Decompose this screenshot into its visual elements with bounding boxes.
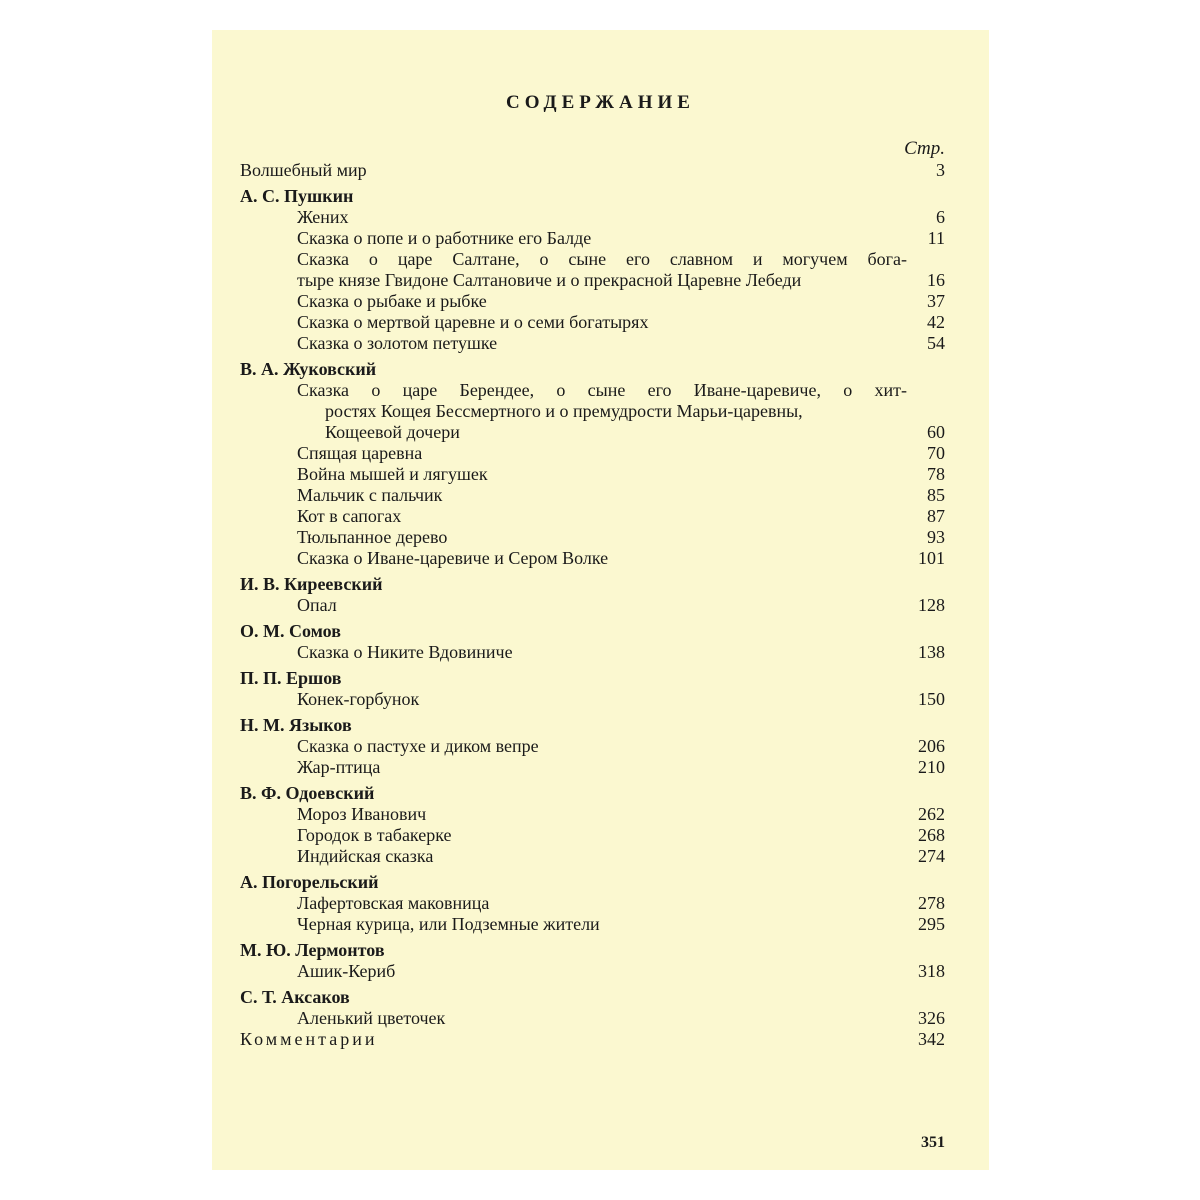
toc-entry-title: Индийская сказка — [297, 846, 434, 866]
toc-entry-page: 6 — [936, 207, 945, 227]
toc-entry-title: тыре князе Гвидоне Салтановиче и о прекрасной Царевне Лебеди — [297, 270, 802, 290]
toc-entry[interactable] — [240, 689, 945, 710]
author-name: О. М. Сомов — [240, 621, 341, 641]
toc-entry-page: 37 — [927, 291, 945, 311]
toc-entry-title: Война мышей и лягушек — [297, 464, 488, 484]
toc-entry-title: Спящая царевна — [297, 443, 423, 463]
toc-entry-page: 87 — [927, 506, 945, 526]
toc-entry-page: 70 — [927, 443, 945, 463]
author-name: И. В. Киреевский — [240, 574, 383, 594]
toc-entry-page: 318 — [918, 961, 945, 981]
toc-entry[interactable] — [240, 736, 945, 757]
toc-entry[interactable] — [240, 548, 945, 569]
toc-entry-title: Сказка о рыбаке и рыбке — [297, 291, 487, 311]
author-name: С. Т. Аксаков — [240, 987, 350, 1007]
toc-entry[interactable] — [240, 1008, 945, 1029]
toc-entry-page: 101 — [918, 548, 945, 568]
toc-entry-title: Сказка о попе и о работнике его Балде — [297, 228, 592, 248]
toc-entry-page: 138 — [918, 642, 945, 662]
toc-entry-page: 150 — [918, 689, 945, 709]
toc-entry-page: 78 — [927, 464, 945, 484]
page-title: СОДЕРЖАНИЕ — [506, 92, 695, 113]
toc-entry-page: 3 — [936, 160, 945, 180]
toc-entry-line: Сказка о царе Салтане, о сыне его славном и могучем бога- — [297, 249, 907, 269]
author-name: В. Ф. Одоевский — [240, 783, 375, 803]
toc-author-heading — [240, 872, 945, 893]
toc-entry-title: Опал — [297, 595, 337, 615]
toc-entry[interactable] — [240, 846, 945, 867]
toc-entry[interactable] — [240, 804, 945, 825]
toc-entry-page: 274 — [918, 846, 945, 866]
toc-entry[interactable] — [240, 312, 945, 333]
toc-entry-title: Лафертовская маковница — [297, 893, 490, 913]
toc-entry[interactable] — [240, 961, 945, 982]
toc-author-heading — [240, 574, 945, 595]
toc-entry[interactable] — [240, 527, 945, 548]
toc-entry-title: Сказка о золотом петушке — [297, 333, 498, 353]
toc-entry-line: Сказка о царе Берендее, о сыне его Иване-царевиче, о хит- — [297, 380, 907, 400]
toc-entry[interactable] — [240, 228, 945, 249]
toc-entry-page: 262 — [918, 804, 945, 824]
toc-entry-page: 128 — [918, 595, 945, 615]
toc-entry-title: Городок в табакерке — [297, 825, 452, 845]
author-name: М. Ю. Лермонтов — [240, 940, 385, 960]
toc-entry-page: 54 — [927, 333, 945, 353]
toc-entry[interactable] — [240, 595, 945, 616]
toc-entry[interactable] — [240, 422, 945, 443]
toc-entry[interactable] — [240, 464, 945, 485]
toc-entry-page: 42 — [927, 312, 945, 332]
toc-entry-title: Сказка о пастухе и диком вепре — [297, 736, 539, 756]
toc-entry-title: Тюльпанное дерево — [297, 527, 448, 547]
author-name: В. А. Жуковский — [240, 359, 377, 379]
toc-entry-title: Комментарии — [240, 1029, 378, 1049]
book-page — [212, 30, 989, 1170]
toc-entry[interactable] — [240, 443, 945, 464]
toc-entry-line: ростях Кощея Бессмертного и о премудрости Марьи-царевны, — [325, 401, 803, 421]
toc-entry-title: Мороз Иванович — [297, 804, 427, 824]
toc-entry[interactable] — [240, 207, 945, 228]
toc-entry[interactable] — [240, 485, 945, 506]
toc-author-heading — [240, 359, 945, 380]
toc-entry-page: 326 — [918, 1008, 945, 1028]
page-column-label: Стр. — [904, 138, 945, 159]
toc-author-heading — [240, 940, 945, 961]
table-of-contents — [240, 158, 945, 1050]
toc-entry-page: 206 — [918, 736, 945, 756]
toc-author-heading — [240, 783, 945, 804]
author-name: А. С. Пушкин — [240, 186, 354, 206]
toc-entry[interactable] — [240, 825, 945, 846]
toc-entry-title: Волшебный мир — [240, 160, 367, 180]
toc-entry-title: Сказка о мертвой царевне и о семи богатырях — [297, 312, 649, 332]
toc-entry-title: Конек-горбунок — [297, 689, 420, 709]
toc-entry-title: Ашик-Кериб — [297, 961, 396, 981]
author-name: А. Погорельский — [240, 872, 379, 892]
toc-entry[interactable] — [240, 270, 945, 291]
toc-author-heading — [240, 668, 945, 689]
toc-entry-page: 85 — [927, 485, 945, 505]
toc-entry-title: Аленький цветочек — [297, 1008, 446, 1028]
toc-entry[interactable] — [240, 160, 945, 181]
toc-entry-page: 295 — [918, 914, 945, 934]
toc-entry-page: 342 — [918, 1029, 945, 1049]
toc-entry-title: Кот в сапогах — [297, 506, 402, 526]
toc-entry-page: 278 — [918, 893, 945, 913]
page-number: 351 — [921, 1134, 945, 1151]
toc-entry[interactable] — [240, 506, 945, 527]
toc-entry-page: 16 — [927, 270, 945, 290]
author-name: П. П. Ершов — [240, 668, 342, 688]
toc-entry[interactable] — [240, 893, 945, 914]
toc-entry-page: 60 — [927, 422, 945, 442]
toc-entry-title: Мальчик с пальчик — [297, 485, 443, 505]
toc-entry-page: 268 — [918, 825, 945, 845]
toc-entry[interactable] — [240, 757, 945, 778]
toc-entry-title: Жених — [297, 207, 349, 227]
toc-author-heading — [240, 987, 945, 1008]
toc-entry-page: 11 — [927, 228, 945, 248]
toc-entry-title: Черная курица, или Подземные жители — [297, 914, 600, 934]
toc-entry-title: Сказка о Иване-царевиче и Сером Волке — [297, 548, 609, 568]
toc-author-heading — [240, 715, 945, 736]
toc-entry[interactable] — [240, 291, 945, 312]
toc-entry-comments[interactable] — [240, 1029, 945, 1050]
toc-entry[interactable] — [240, 914, 945, 935]
toc-entry-page: 93 — [927, 527, 945, 547]
toc-entry-title: Жар-птица — [297, 757, 381, 777]
toc-entry[interactable] — [240, 642, 945, 663]
toc-author-heading — [240, 186, 945, 207]
toc-author-heading — [240, 621, 945, 642]
author-name: Н. М. Языков — [240, 715, 352, 735]
toc-entry-title: Сказка о Никите Вдовиниче — [297, 642, 513, 662]
toc-entry[interactable] — [240, 333, 945, 354]
toc-entry-page: 210 — [918, 757, 945, 777]
toc-entry-title: Кощеевой дочери — [325, 422, 460, 442]
